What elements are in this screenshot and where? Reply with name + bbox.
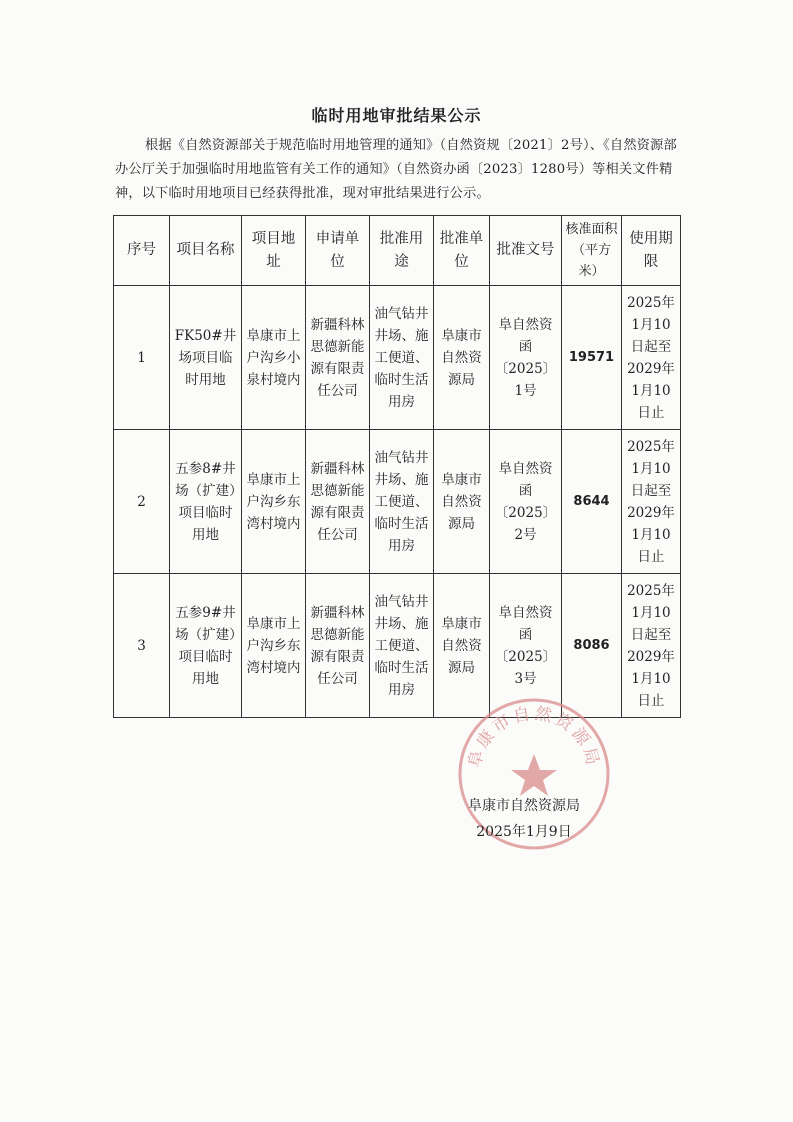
project-name: 五参8#井场（扩建）项目临时用地 bbox=[170, 430, 242, 574]
header-cell: 项目名称 bbox=[170, 216, 242, 286]
intro-paragraph: 根据《自然资源部关于规范临时用地管理的通知》（自然资规〔2021〕2号）、《自然资源部办公厅关于加强临时用地监管有关工作的通知》（自然资办函〔2023〕1280号）等相关文件精神，以下临时用地项目已经获得批准，现对审批结果进行公示。 bbox=[115, 138, 677, 201]
approving-unit: 阜康市自然资源局 bbox=[434, 574, 490, 718]
seal-star-icon bbox=[511, 754, 557, 796]
project-address: 阜康市上户沟乡小泉村境内 bbox=[242, 286, 306, 430]
approval-table bbox=[113, 215, 681, 718]
header-cell: 批准用途 bbox=[370, 216, 434, 286]
header-cell: 批准文号 bbox=[490, 216, 562, 286]
header-cell: 使用期限 bbox=[622, 216, 681, 286]
approved-area: 8086 bbox=[562, 574, 622, 718]
usage-period: 2025年1月10日起至2029年1月10日止 bbox=[622, 574, 681, 718]
usage-period: 2025年1月10日起至2029年1月10日止 bbox=[622, 430, 681, 574]
table-row bbox=[114, 286, 681, 430]
header-cell: 项目地址 bbox=[242, 216, 306, 286]
signature-date: 2025年1月9日 bbox=[476, 824, 572, 840]
usage-period: 2025年1月10日起至2029年1月10日止 bbox=[622, 286, 681, 430]
approving-unit: 阜康市自然资源局 bbox=[434, 286, 490, 430]
table-row bbox=[114, 430, 681, 574]
applicant: 新疆科林思德新能源有限责任公司 bbox=[306, 430, 370, 574]
approving-unit: 阜康市自然资源局 bbox=[434, 430, 490, 574]
header-cell: 序号 bbox=[114, 216, 170, 286]
header-cell: 批准单位 bbox=[434, 216, 490, 286]
header-cell: 申请单位 bbox=[306, 216, 370, 286]
applicant: 新疆科林思德新能源有限责任公司 bbox=[306, 286, 370, 430]
table-header-row bbox=[114, 216, 681, 286]
project-address: 阜康市上户沟乡东湾村境内 bbox=[242, 430, 306, 574]
approval-doc-no: 阜自然资函〔2025〕3号 bbox=[490, 574, 562, 718]
page-title: 临时用地审批结果公示 bbox=[311, 106, 482, 125]
row-number: 3 bbox=[114, 574, 170, 718]
approved-area: 8644 bbox=[562, 430, 622, 574]
approved-purpose: 油气钻井井场、施工便道、临时生活用房 bbox=[370, 574, 434, 718]
row-number: 2 bbox=[114, 430, 170, 574]
project-address: 阜康市上户沟乡东湾村境内 bbox=[242, 574, 306, 718]
signature-org: 阜康市自然资源局 bbox=[468, 798, 580, 814]
row-number: 1 bbox=[114, 286, 170, 430]
header-cell: 核准面积（平方米） bbox=[562, 216, 622, 286]
approved-area: 19571 bbox=[562, 286, 622, 430]
approved-purpose: 油气钻井井场、施工便道、临时生活用房 bbox=[370, 286, 434, 430]
approval-doc-no: 阜自然资函〔2025〕2号 bbox=[490, 430, 562, 574]
project-name: 五参9#井场（扩建）项目临时用地 bbox=[170, 574, 242, 718]
project-name: FK50#井场项目临时用地 bbox=[170, 286, 242, 430]
signature-block bbox=[444, 793, 604, 845]
seal-text: 阜康市自然资源局 bbox=[464, 703, 604, 770]
approval-doc-no: 阜自然资函〔2025〕1号 bbox=[490, 286, 562, 430]
approved-purpose: 油气钻井井场、施工便道、临时生活用房 bbox=[370, 430, 434, 574]
applicant: 新疆科林思德新能源有限责任公司 bbox=[306, 574, 370, 718]
